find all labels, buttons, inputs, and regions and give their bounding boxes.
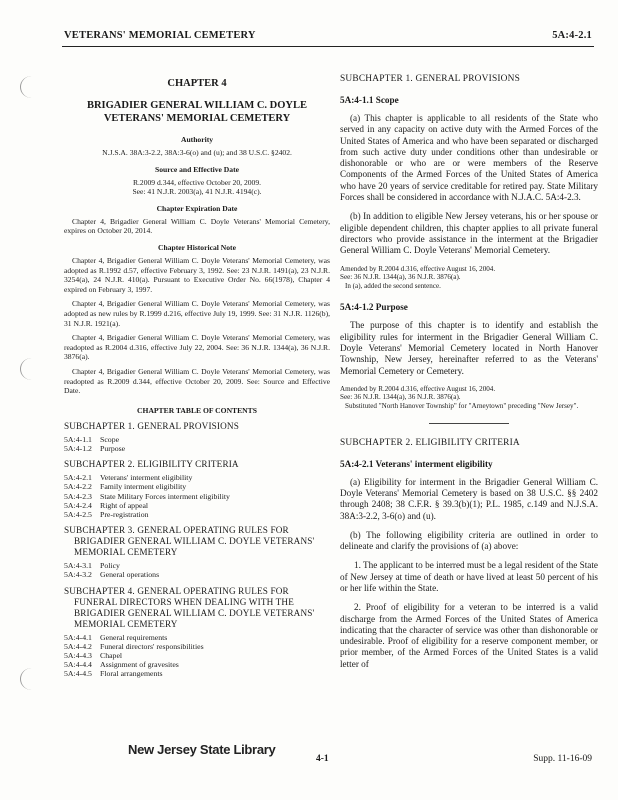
binding-hole-mark [20,76,43,98]
toc-subchapter-title: SUBCHAPTER 4. GENERAL OPERATING RULES FOR FUNERAL DIRECTORS WHEN DEALING WITH THE BRIGADIER GENERAL WILLIAM C. DOYLE VETERANS' MEMORIAL CEMETERY [64,585,315,629]
toc-section-label: General operations [100,570,160,580]
history-note: Chapter 4, Brigadier General William C. Doyle Veterans' Memorial Cemetery, was readopted as R.2009 d.344, effective October 20, 2009. See: Source and Effective Date. [64,366,330,396]
toc-section-number: 5A:4-4.5 [64,669,92,679]
toc-section-list [64,633,330,679]
history-note: Chapter 4, Brigadier General William C. Doyle Veterans' Memorial Cemetery, was readopted as R.2004 d.316, effective July 22, 2004. See: 36 N.J.R. 1344(a), 36 N.J.R. 3876(a). [64,333,330,362]
subchapter-1-title: SUBCHAPTER 1. GENERAL PROVISIONS [340,74,521,84]
toc-section-number: 5A:4-3.2 [64,570,92,580]
toc-section-number: 5A:4-2.2 [64,482,92,492]
binding-hole-mark [20,668,43,690]
header-rule [62,46,594,47]
scope-paragraph-b: (b) In addition to eligible New Jersey veterans, his or her spouse or eligible dependent children, this chapter applies to all private funeral directors who provide assistance in the interment at the Brigadier General William C. Doyle Veterans' Memorial Cemetery. [340,211,598,256]
toc-section-label: Funeral directors' responsibilities [100,641,204,651]
toc-section-label: Right of appeal [100,500,149,510]
supplement-date: Supp. 11-16-09 [533,754,592,764]
source-heading: Source and Effective Date [154,164,239,174]
chapter-title [64,99,330,125]
toc-section-number: 5A:4-4.2 [64,641,92,651]
toc-section-label: Policy [100,561,120,571]
toc-section-label: Chapel [100,650,123,660]
toc-entry [64,561,330,570]
toc-section-number: 5A:4-1.1 [64,434,92,444]
subchapter-2-title: SUBCHAPTER 2. ELIGIBILITY CRITERIA [340,437,520,448]
toc-entry [64,435,330,444]
page-number: 4-1 [316,754,329,764]
toc-section-label: General requirements [100,632,168,642]
scope-paragraph-a: (a) This chapter is applicable to all residents of the State who served in any capacity on active duty with the Armed Forces of the United States of America and who have been separated or discharged from such active duty under conditions other than undesirable or dishonorable or who are or were members of the Reserve Components of the Armed Forces of the United States of America who have 20 years of service creditable for retired pay. State Military Forces shall be considered in accordance with N.J.A.C. 5A:4-2.3. [340,113,598,203]
toc-entry [64,473,330,482]
toc-entry [64,633,330,642]
eligibility-item-2: 2. Proof of eligibility for a veteran to be interred is a valid discharge from the Armed Forces of the United States of America indicating that the character of service was other than dishonorable or undesirable. Proof of eligibility for a reserve component member, or prior member, of the Armed Forces of the United States is a valid letter of [340,602,598,669]
toc-section-list [64,435,330,453]
amendment-line: See: 36 N.J.R. 1344(a), 36 N.J.R. 3876(a). [340,393,461,402]
toc-section-number: 5A:4-2.5 [64,509,92,519]
toc-section-label: State Military Forces interment eligibility [100,491,230,501]
expiration-text: Chapter 4, Brigadier General William C. Doyle Veterans' Memorial Cemetery, expires on October 20, 2014. [64,216,330,236]
chapter-title-line: BRIGADIER GENERAL WILLIAM C. DOYLE [86,100,308,111]
toc-section-list [64,561,330,579]
source-line: See: 41 N.J.R. 2003(a), 41 N.J.R. 4194(c). [132,187,262,197]
eligibility-item-1: 1. The applicant to be interred must be a legal resident of the State of New Jersey at time of death or have lived at least 50 percent of his or her life within the State. [340,560,598,593]
header-section-number: 5A:4-2.1 [552,30,592,41]
toc-section-number: 5A:4-4.1 [64,632,92,642]
binding-hole-mark [20,358,43,380]
toc-section-label: Purpose [100,443,126,453]
history-note: Chapter 4, Brigadier General William C. Doyle Veterans' Memorial Cemetery, was adopted as R.1992 d.57, effective February 3, 1992. See: 23 N.J.R. 1491(a), 23 N.J.R. 3254(a), 24 N.J.R. 410(a). Pursuant to Executive Order No. 66(1978), Chapter 4 expired on February 3, 1997. [64,255,330,294]
toc-section-number: 5A:4-4.4 [64,660,92,670]
toc-subchapter-title: SUBCHAPTER 3. GENERAL OPERATING RULES FOR BRIGADIER GENERAL WILLIAM C. DOYLE VETERANS' MEMORIAL CEMETERY [64,525,315,558]
purpose-paragraph: The purpose of this chapter is to identify and establish the eligibility rules for interment in the Brigadier General William C. Doyle Veterans' Memorial Cemetery located in North Hanover Township, New Jersey, hereinafter referred to as the Veterans' Memorial Cemetery or Cemetery. [340,320,598,376]
chapter-title-line: VETERANS' MEMORIAL CEMETERY [103,113,291,124]
toc-section-label: Scope [100,434,120,444]
toc-subchapter-title: SUBCHAPTER 1. GENERAL PROVISIONS [64,420,239,431]
history-heading: Chapter Historical Note [158,242,236,252]
toc-section-number: 5A:4-1.2 [64,443,92,453]
eligibility-paragraph-a: (a) Eligibility for interment in the Brigadier General William C. Doyle Veterans' Memorial Cemetery is based on 38 U.S.C. §§ 2402 through 2408; 38 C.F.R. § 39.3(b)(1); P.L. 1985, c.149 and N.J.S.A. 38A:3-2.2, 3-6(o) and (u). [340,476,598,521]
toc-section-label: Assignment of gravesites [100,660,179,670]
toc-subchapter-title: SUBCHAPTER 2. ELIGIBILITY CRITERIA [64,459,239,470]
toc-section-label: Pre-registration [100,509,149,519]
amendment-line: Amended by R.2004 d.316, effective August 16, 2004. [340,384,496,393]
toc-section-number: 5A:4-2.4 [64,500,92,510]
right-column [340,74,598,678]
history-note: Chapter 4, Brigadier General William C. Doyle Veterans' Memorial Cemetery, was adopted as new rules by R.1999 d.216, effective July 19, 1999. See: 31 N.J.R. 1126(b), 31 N.J.R. 1921(a). [64,299,330,328]
toc-entry [64,669,330,678]
section-veterans-eligibility-title: 5A:4-2.1 Veterans' interment eligibility [340,458,493,469]
running-header [64,30,592,44]
toc-entry [64,660,330,669]
eligibility-paragraph-b: (b) The following eligibility criteria are outlined in order to delineate and clarify the provisions of (a) above: [340,529,598,552]
toc-entry [64,492,330,501]
chapter-number: CHAPTER 4 [167,78,227,89]
authority-text: N.J.S.A. 38A:3-2.2, 38A:3-6(o) and (u); and 38 U.S.C. §2402. [102,148,292,157]
section-scope-title: 5A:4-1.1 Scope [340,95,399,105]
toc-entry [64,444,330,453]
toc-entry [64,651,330,660]
table-of-contents [64,421,330,679]
header-title: VETERANS' MEMORIAL CEMETERY [64,30,256,41]
section-divider [429,423,509,424]
toc-section-label: Floral arrangements [100,669,163,679]
toc-section-number: 5A:4-3.1 [64,561,92,571]
expiration-heading: Chapter Expiration Date [156,203,238,213]
toc-entry [64,482,330,491]
toc-section-list [64,473,330,519]
library-watermark: New Jersey State Library [128,742,276,757]
toc-section-label: Veterans' interment eligibility [100,473,193,483]
toc-heading: CHAPTER TABLE OF CONTENTS [137,405,257,415]
section-purpose-title: 5A:4-1.2 Purpose [340,302,408,313]
source-line: R.2009 d.344, effective October 20, 2009. [132,177,262,187]
purpose-amendment-note [340,385,598,411]
amendment-line: See: 36 N.J.R. 1344(a), 36 N.J.R. 3876(a). [340,273,461,282]
toc-entry [64,570,330,579]
toc-section-number: 5A:4-4.3 [64,650,92,660]
amendment-line: Amended by R.2004 d.316, effective August 16, 2004. [340,264,496,273]
amendment-line: In (a), added the second sentence. [345,281,441,290]
toc-entry [64,642,330,651]
toc-section-number: 5A:4-2.1 [64,473,92,483]
toc-entry [64,510,330,519]
toc-entry [64,501,330,510]
amendment-line: Substituted "North Hanover Township" for "Arneytown" preceding "New Jersey". [345,402,579,411]
scope-amendment-note [340,265,598,291]
left-column [64,74,330,683]
authority-heading: Authority [180,135,214,144]
toc-section-label: Family interment eligibility [100,482,187,492]
toc-section-number: 5A:4-2.3 [64,491,92,501]
